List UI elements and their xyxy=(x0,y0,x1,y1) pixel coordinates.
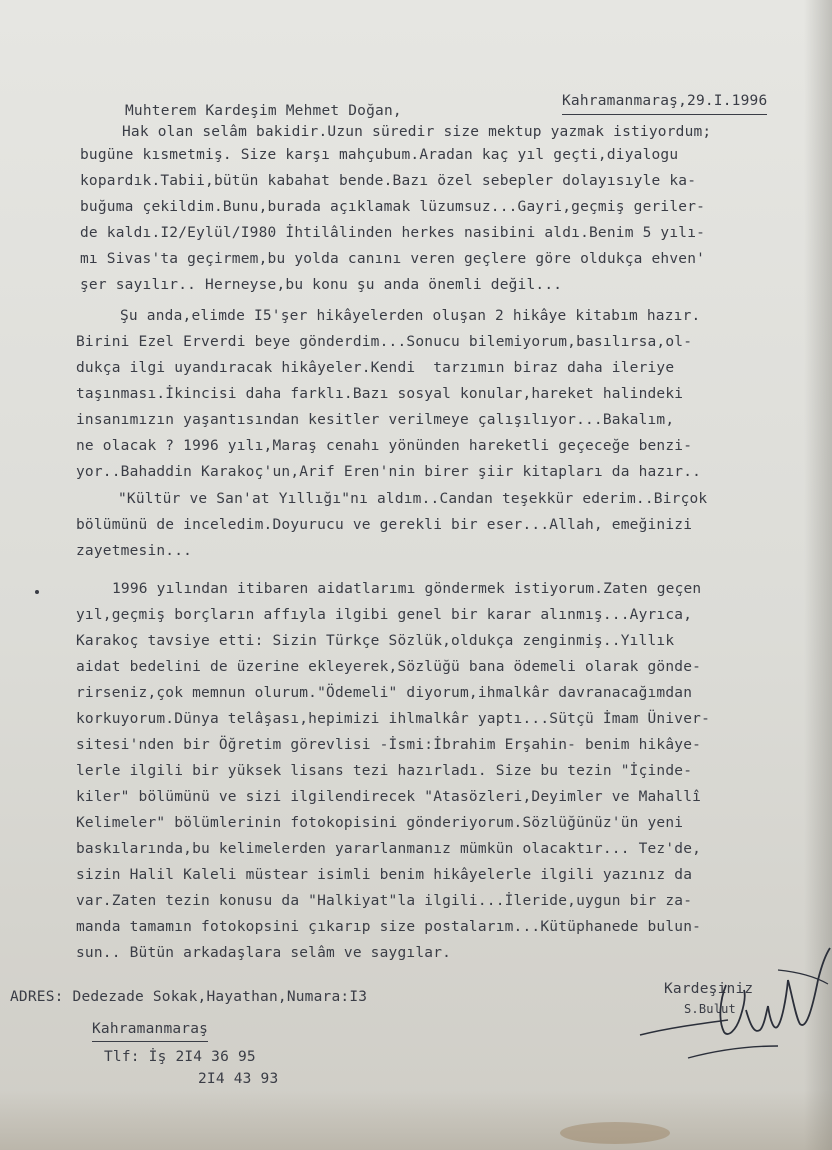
body-line: manda tamamın fotokopsini çıkarıp size postalarım...Kütüphanede bulun- xyxy=(76,919,702,935)
body-line: Karakoç tavsiye etti: Sizin Türkçe Sözlük,oldukça zenginmiş..Yıllık xyxy=(76,633,675,649)
letter-salutation: Muhterem Kardeşim Mehmet Doğan, xyxy=(125,103,402,119)
letter-date: Kahramanmaraş,29.I.1996 xyxy=(562,90,767,115)
body-line: dukça ilgi uyandıracak hikâyeler.Kendi tarzımın biraz daha ileriye xyxy=(76,360,675,376)
body-line: kiler" bölümünü ve sizi ilgilendirecek "Atasözleri,Deyimler ve Mahallî xyxy=(76,789,702,805)
body-line: lerle ilgili bir yüksek lisans tezi hazırladı. Size bu tezin "İçinde- xyxy=(76,763,693,779)
body-line: insanımızın yaşantısından kesitler verilmeye çalışılıyor...Bakalım, xyxy=(76,412,675,428)
body-line: taşınması.İkincisi daha farklı.Bazı sosyal konular,hareket halindeki xyxy=(76,386,684,402)
body-line: baskılarında,bu kelimelerden yararlanmanız mümkün olacaktır... Tez'de, xyxy=(76,841,702,857)
body-line: bölümünü de inceledim.Doyurucu ve gerekli bir eser...Allah, emeğinizi xyxy=(76,517,693,533)
body-line: sitesi'nden bir Öğretim görevlisi -İsmi:İbrahim Erşahin- benim hikâye- xyxy=(76,737,702,753)
body-line: "Kültür ve San'at Yıllığı"nı aldım..Candan teşekkür ederim..Birçok xyxy=(118,491,708,507)
body-line: zayetmesin... xyxy=(76,543,193,559)
body-line: yor..Bahaddin Karakoç'un,Arif Eren'nin birer şiir kitapları da hazır.. xyxy=(76,464,702,480)
ink-dot xyxy=(35,590,39,594)
body-line: de kaldı.I2/Eylül/I980 İhtilâlinden herkes nasibini aldı.Benim 5 yılı- xyxy=(80,225,706,241)
body-line: aidat bedelini de üzerine ekleyerek,Sözlüğü bana ödemeli olarak gönde- xyxy=(76,659,702,675)
body-line: kopardık.Tabii,bütün kabahat bende.Bazı özel sebepler dolayısıyle ka- xyxy=(80,173,697,189)
body-line: Kelimeler" bölümlerinin fotokopisini gönderiyorum.Sözlüğünüz'ün yeni xyxy=(76,815,684,831)
body-line: Birini Ezel Erverdi beye gönderdim...Sonucu bilemiyorum,basılırsa,ol- xyxy=(76,334,693,350)
body-line: sizin Halil Kaleli müstear isimli benim hikâyelerle ilgili yazınız da xyxy=(76,867,693,883)
body-line: bugüne kısmetmiş. Size karşı mahçubum.Aradan kaç yıl geçti,diyalogu xyxy=(80,147,679,163)
body-line: yıl,geçmiş borçların affıyla ilgibi genel bir karar alınmış...Ayrıca, xyxy=(76,607,693,623)
body-line: korkuyorum.Dünya telâşası,hepimizi ihlmalkâr yaptı...Sütçü İmam Üniver- xyxy=(76,711,711,727)
body-line: şer sayılır.. Herneyse,bu konu şu anda önemli değil... xyxy=(80,277,563,293)
closing-text: Kardeşiniz xyxy=(664,981,754,997)
body-line: rirseniz,çok memnun olurum."Ödemeli" diyorum,ihmalkâr davranacağımdan xyxy=(76,685,693,701)
body-line: var.Zaten tezin konusu da "Halkiyat"la ilgili...İleride,uygun bir za- xyxy=(76,893,693,909)
phone-work: Tlf: İş 2I4 36 95 xyxy=(104,1049,256,1065)
body-line: 1996 yılından itibaren aidatlarımı göndermek istiyorum.Zaten geçen xyxy=(112,581,702,597)
body-line: Şu anda,elimde I5'şer hikâyelerden oluşan 2 hikâye kitabım hazır. xyxy=(120,308,701,324)
handwritten-signature xyxy=(628,940,832,1080)
phone-home: 2I4 43 93 xyxy=(198,1071,279,1087)
body-line: sun.. Bütün arkadaşlara selâm ve saygılar. xyxy=(76,945,452,961)
body-line: Hak olan selâm bakidir.Uzun süredir size mektup yazmak istiyordum; xyxy=(122,124,712,140)
body-line: mı Sivas'ta geçirmem,bu yolda canını veren geçlere göre oldukça ehven' xyxy=(80,251,706,267)
address-line: ADRES: Dedezade Sokak,Hayathan,Numara:I3 xyxy=(10,989,368,1005)
body-line: buğuma çekildim.Bunu,burada açıklamak lüzumsuz...Gayri,geçmiş geriler- xyxy=(80,199,706,215)
address-city: Kahramanmaraş xyxy=(92,1018,208,1042)
body-line: ne olacak ? 1996 yılı,Maraş cenahı yönünden hareketli geçeceğe benzi- xyxy=(76,438,693,454)
signer-name: S.Bulut xyxy=(684,1002,736,1016)
